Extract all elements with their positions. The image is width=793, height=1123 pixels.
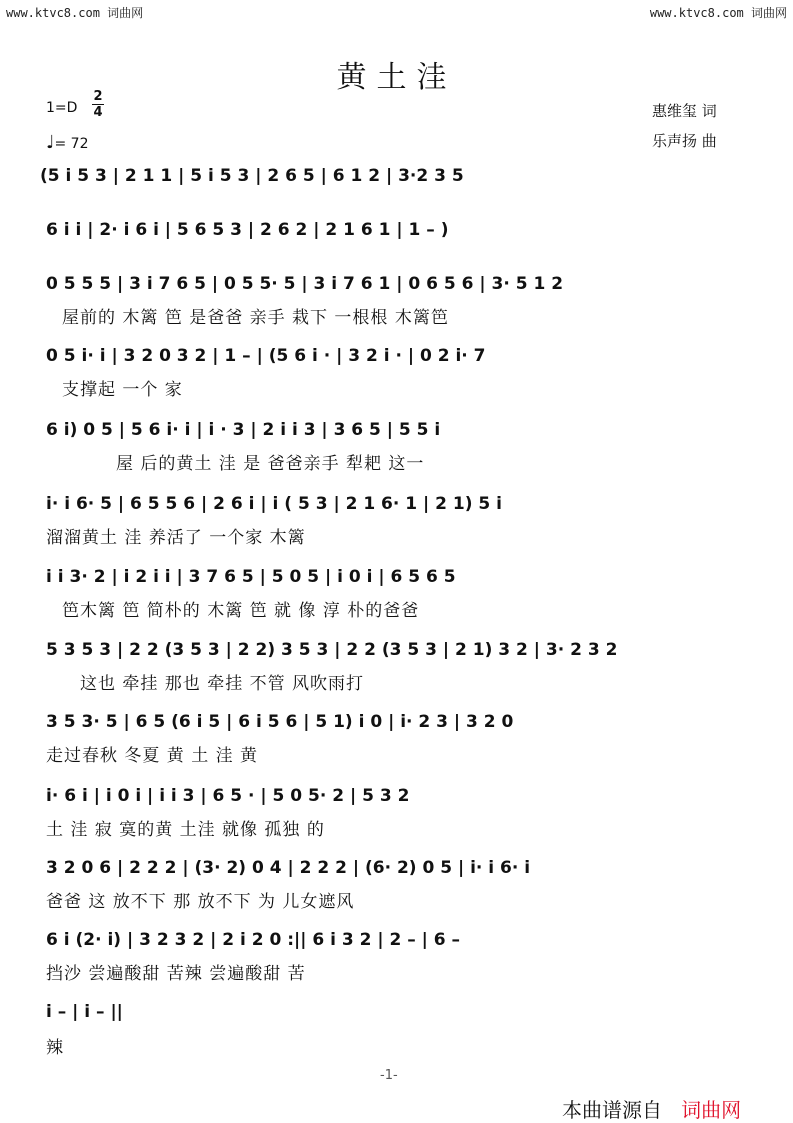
notation-row-5: 6 i) 0 5 | 5 6 i· i | i · 3 | 2 i i 3 | 3 6 5 | 5 5 i [46, 420, 441, 440]
lyricist-credit: 惠维玺 词 [652, 102, 717, 120]
lyric-row-5: 屋 后的黄土 洼 是 爸爸亲手 犁耙 这一 [116, 454, 425, 474]
time-signature [92, 90, 104, 119]
notation-row-4: 0 5 i· i | 3 2 0 3 2 | 1 – | (5 6 i · | 3 2 i · | 0 2 i· 7 [46, 346, 486, 366]
lyric-row-11: 爸爸 这 放不下 那 放不下 为 儿女遮风 [46, 892, 355, 912]
notation-row-11: 3 2 0 6 | 2 2 2 | (3· 2) 0 4 | 2 2 2 | (6· 2) 0 5 | i· i 6· i [46, 858, 531, 878]
time-signature-top: 2 [93, 89, 103, 104]
source-prefix: 本曲谱源自 [562, 1098, 662, 1122]
site-watermark-right: www.ktvc8.com 词曲网 [649, 6, 787, 20]
notation-row-1: (5 i 5 3 | 2 1 1 | 5 i 5 3 | 2 6 5 | 6 1 2 | 3·2 3 5 [40, 166, 464, 186]
quarter-note-icon: ♩ [46, 132, 55, 153]
notation-row-10: i· 6 i | i 0 i | i i 3 | 6 5 · | 5 0 5· 2 | 5 3 2 [46, 786, 410, 806]
lyric-row-3: 屋前的 木篱 笆 是爸爸 亲手 栽下 一根根 木篱笆 [62, 308, 449, 328]
notation-row-12: 6 i (2· i) | 3 2 3 2 | 2 i 2 0 :|| 6 i 3 2 | 2 – | 6 – [46, 930, 461, 950]
notation-row-7: i i 3· 2 | i 2 i i | 3 7 6 5 | 5 0 5 | i 0 i | 6 5 6 5 [46, 567, 456, 587]
tempo-marking [46, 132, 89, 153]
tempo-value: = 72 [54, 136, 89, 152]
notation-row-2: 6 i i | 2· i 6 i | 5 6 5 3 | 2 6 2 | 2 1 6 1 | 1 – ) [46, 220, 449, 240]
lyric-row-12: 挡沙 尝遍酸甜 苦辣 尝遍酸甜 苦 [46, 964, 306, 984]
lyric-row-8: 这也 牵挂 那也 牵挂 不管 风吹雨打 [80, 674, 365, 694]
notation-row-13: i – | i – || [46, 1002, 123, 1022]
site-watermark-left: www.ktvc8.com 词曲网 [6, 6, 144, 20]
lyric-row-13: 辣 [46, 1038, 64, 1058]
notation-row-3: 0 5 5 5 | 3 i 7 6 5 | 0 5 5· 5 | 3 i 7 6 1 | 0 6 5 6 | 3· 5 1 2 [46, 274, 564, 294]
source-brand: 词曲网 [681, 1098, 742, 1122]
notation-row-9: 3 5 3· 5 | 6 5 (6 i 5 | 6 i 5 6 | 5 1) i 0 | i· 2 3 | 3 2 0 [46, 712, 514, 732]
lyric-row-9: 走过春秋 冬夏 黄 土 洼 黄 [46, 746, 259, 766]
composer-credit: 乐声扬 曲 [652, 132, 717, 150]
page-number: -1- [380, 1068, 398, 1083]
lyric-row-6: 溜溜黄土 洼 养活了 一个家 木篱 [46, 528, 306, 548]
key-signature: 1=D [46, 100, 78, 116]
notation-row-8: 5 3 5 3 | 2 2 (3 5 3 | 2 2) 3 5 3 | 2 2 (3 5 3 | 2 1) 3 2 | 3· 2 3 2 [46, 640, 618, 660]
time-signature-bottom: 4 [93, 105, 103, 120]
lyric-row-10: 土 洼 寂 寞的黄 土洼 就像 孤独 的 [46, 820, 325, 840]
song-title: 黄土洼 [336, 60, 457, 95]
lyric-row-7: 笆木篱 笆 简朴的 木篱 笆 就 像 淳 朴的爸爸 [62, 601, 420, 621]
source-credit [562, 1094, 741, 1123]
lyric-row-4: 支撑起 一个 家 [62, 380, 183, 400]
notation-row-6: i· i 6· 5 | 6 5 5 6 | 2 6 i | i ( 5 3 | 2 1 6· 1 | 2 1) 5 i [46, 494, 502, 514]
